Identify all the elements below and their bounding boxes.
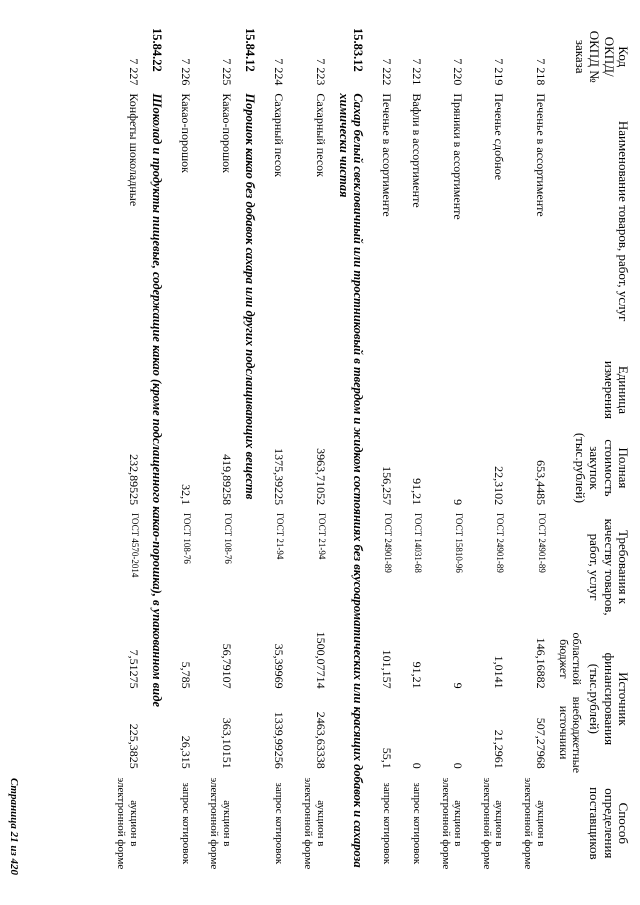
row-funding-extra: 1339,99256 — [272, 711, 287, 769]
table-row — [200, 24, 241, 874]
row-cost: 156,257 — [380, 466, 395, 506]
row-cost: 1375,39225 — [272, 448, 287, 506]
row-funding-extra: 225,3825 — [126, 723, 141, 769]
row-code: 7 225 — [220, 58, 235, 86]
row-funding-extra: 507,27968 — [533, 717, 548, 769]
row-cost: 9 — [451, 499, 466, 506]
row-unit — [263, 353, 293, 427]
row-method: запрос котировок — [273, 782, 286, 865]
row-funding-regional: 7,51275 — [126, 649, 141, 689]
header-requirements: Требования к качеству товаров, работ, услуг — [587, 518, 631, 616]
row-funding-regional: 91,21 — [409, 661, 424, 689]
header-unit: Единица измерения — [601, 360, 631, 419]
section-title: Порошок какао без добавок сахара или других подслащивающих веществ — [243, 93, 258, 500]
header-code: Код ОКПД/ ОКПД № заказа — [573, 30, 631, 83]
row-standard: ГОСТ 4570-2014 — [129, 513, 140, 578]
row-unit — [401, 353, 431, 427]
row-funding-extra: 55,1 — [380, 747, 395, 769]
row-code: 7 220 — [451, 58, 466, 86]
row-unit — [371, 353, 401, 427]
row-name: Какао-порошок — [178, 93, 193, 174]
row-funding-regional: 1,0141 — [492, 655, 507, 689]
table-row — [513, 24, 554, 874]
row-name: Печенье в ассортименте — [380, 93, 395, 217]
row-method: запрос котировок — [179, 782, 192, 865]
row-code: 7 224 — [272, 58, 287, 86]
row-code: 7 221 — [409, 58, 424, 86]
row-funding-regional: 146,16882 — [533, 637, 548, 689]
row-unit — [472, 353, 513, 427]
row-method: аукцион в электронной форме — [480, 777, 506, 870]
row-name: Конфеты шоколадные — [126, 93, 141, 207]
row-code: 7 226 — [178, 58, 193, 86]
row-cost: 91,21 — [409, 478, 424, 506]
table-row — [293, 24, 334, 874]
row-funding-extra: 0 — [409, 762, 424, 769]
row-method: запрос котировок — [410, 782, 423, 865]
header-funding-regional: областной бюджет — [556, 632, 585, 686]
row-unit — [200, 353, 241, 427]
row-funding-extra: 0 — [451, 762, 466, 769]
row-code: 7 222 — [380, 58, 395, 86]
row-standard: ГОСТ 21-94 — [275, 513, 286, 560]
row-standard: ГОСТ 24901-89 — [536, 513, 547, 573]
row-funding-extra: 26,315 — [178, 735, 193, 769]
table-row — [431, 24, 472, 874]
row-name: Печенье в ассортименте — [533, 93, 548, 217]
row-method: аукцион в электронной форме — [208, 777, 234, 870]
section-row — [148, 24, 170, 874]
row-method: аукцион в электронной форме — [522, 777, 547, 870]
row-funding-regional: 1500,07714 — [313, 631, 328, 689]
row-name: Сахарный песок — [313, 93, 328, 177]
row-unit — [293, 353, 334, 427]
table-row — [263, 24, 293, 874]
section-row — [335, 24, 372, 874]
header-name: Наименование товаров, работ, услуг — [616, 120, 631, 322]
row-standard: ГОСТ 108-76 — [181, 513, 192, 564]
row-funding-regional: 9 — [451, 682, 466, 689]
row-standard: ГОСТ 15810-96 — [454, 513, 465, 573]
section-title: Шоколад и продукты пищевые, содержащие какао (кроме подслащенного какао-порошка), в упакованном виде — [150, 93, 165, 708]
row-unit — [431, 353, 472, 427]
header-cost: Полная стоимость закупок (тыс.рублей) — [573, 432, 631, 504]
row-standard: ГОСТ 14031-68 — [412, 513, 423, 573]
section-code: 15.83.12 — [351, 28, 366, 72]
row-funding-extra: 363,10151 — [220, 717, 235, 769]
section-code: 15.84.22 — [150, 28, 165, 72]
table-row — [371, 24, 401, 874]
row-cost: 419,89258 — [220, 454, 235, 506]
row-unit — [513, 353, 554, 427]
row-name: Печенье сдобное — [492, 93, 507, 181]
row-funding-extra: 21,2961 — [492, 729, 507, 769]
section-row — [241, 24, 263, 874]
row-cost: 3963,71052 — [313, 448, 328, 506]
row-standard: ГОСТ 24901-89 — [495, 513, 506, 573]
row-standard: ГОСТ 21-94 — [316, 513, 327, 560]
row-funding-extra: 2463,63338 — [313, 711, 328, 769]
row-standard: ГОСТ 108-76 — [223, 513, 234, 564]
row-cost: 22,3102 — [492, 466, 507, 506]
row-unit — [106, 353, 147, 427]
row-funding-regional: 101,157 — [380, 649, 395, 689]
row-name: Пряники в ассортименте — [451, 93, 466, 220]
row-cost: 232,89525 — [126, 454, 141, 506]
table-row — [401, 24, 431, 874]
row-method: аукцион в электронной форме — [439, 777, 465, 870]
row-cost: 32,1 — [178, 484, 193, 506]
row-code: 7 219 — [492, 58, 507, 86]
row-method: аукцион в электронной форме — [115, 777, 140, 870]
row-unit — [170, 353, 200, 427]
page-number: Страница 21 из 420 — [8, 777, 20, 875]
row-name: Сахарный песок — [272, 93, 287, 177]
row-code: 7 223 — [313, 58, 328, 86]
section-title: Сахар белый свекловичный или тростниковый в твердом и жидком состояниях без вкусоароматических или красящих добавок и сахароза химически чистая — [336, 93, 366, 868]
row-cost: 653,4485 — [533, 460, 548, 506]
row-code: 7 218 — [533, 58, 548, 86]
header-funding: Источник финансирования (тыс.рублей) — [587, 652, 631, 746]
row-name: Какао-порошок — [220, 93, 235, 174]
row-name: Вафли в ассортименте — [409, 93, 424, 208]
table-row — [170, 24, 200, 874]
row-code: 7 227 — [126, 58, 141, 86]
table-header-row — [585, 24, 632, 874]
row-funding-regional: 56,79107 — [220, 643, 235, 689]
header-funding-extra: внебюджетные источники — [556, 696, 585, 774]
table-body — [106, 24, 554, 874]
row-method: запрос котировок — [381, 782, 394, 865]
row-standard: ГОСТ 24901-89 — [383, 513, 394, 573]
section-code: 15.84.12 — [243, 28, 258, 72]
row-method: аукцион в электронной форме — [301, 777, 327, 870]
table-row — [472, 24, 513, 874]
row-funding-regional: 35,39969 — [272, 643, 287, 689]
table-row — [106, 24, 147, 874]
header-method: Способ определения поставщиков — [587, 787, 631, 860]
procurement-table — [106, 24, 632, 874]
row-funding-regional: 5,785 — [178, 661, 193, 689]
